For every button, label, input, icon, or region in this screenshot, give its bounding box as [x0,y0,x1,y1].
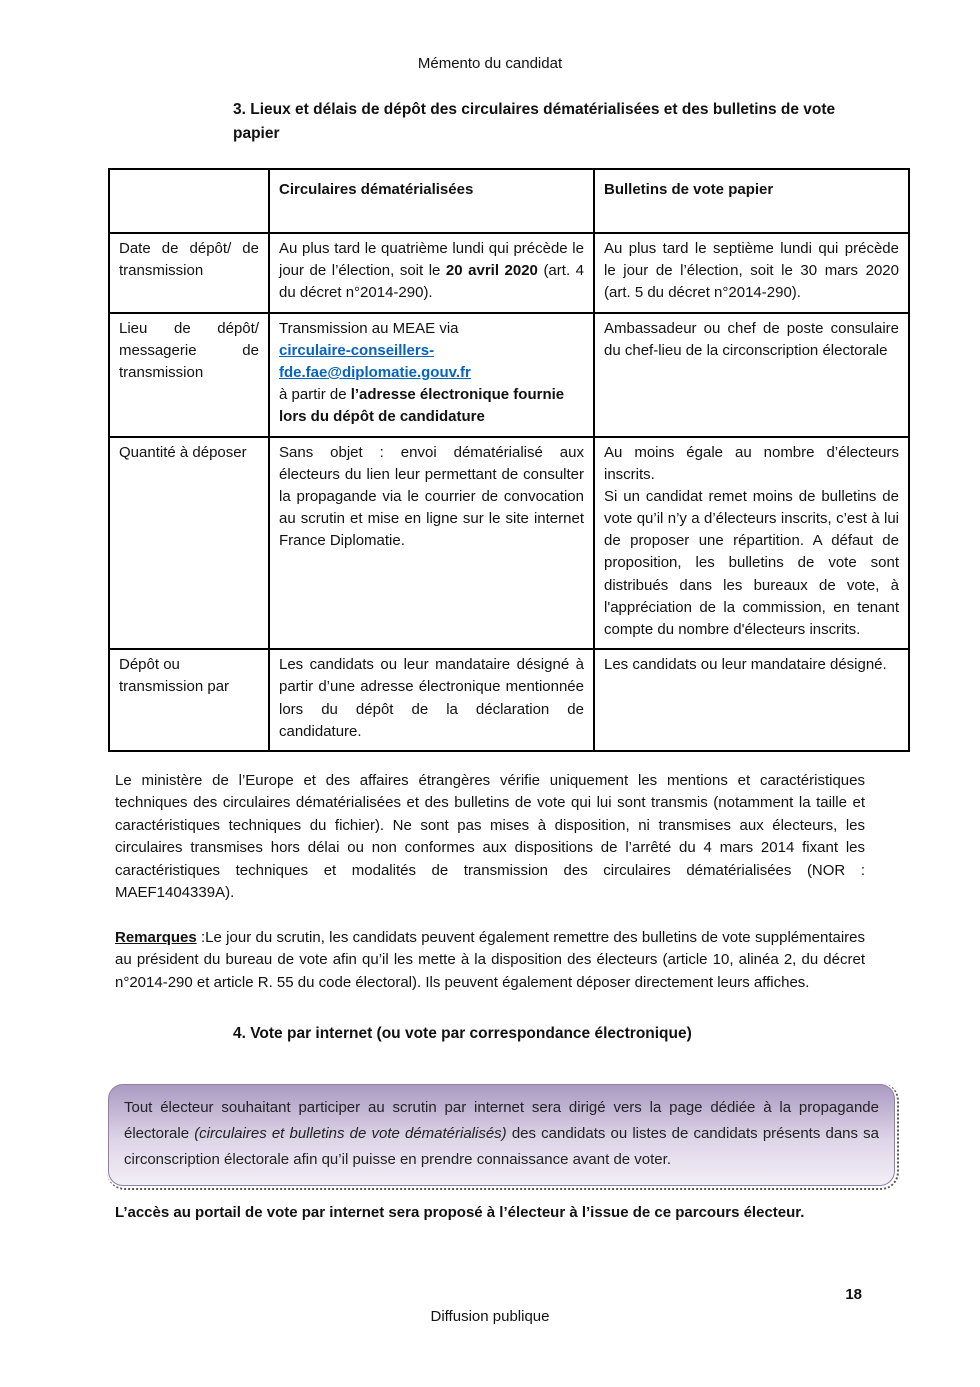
callout-italic-text: (circulaires et bulletins de vote dématérialisés) [194,1125,507,1143]
table-header-row [109,169,909,233]
remarques-paragraph [115,927,865,995]
table-header-circulaires: Circulaires dématérialisées [269,169,594,233]
table-blank-corner [109,169,269,233]
cell-text: (art. 4 du décret n°2014-290). [279,262,584,302]
cell-text: Transmission au MEAE via [279,319,459,337]
cell-date-bulletins: Au plus tard le septième lundi qui précède le jour de l’élection, soit le 30 mars 2020 (art. 5 du décret n°2014-290). [594,233,909,313]
table-row-date [109,233,909,313]
cell-text [279,384,584,428]
cell-text: Au moins égale au nombre d’électeurs inscrits. [604,443,899,483]
section-4-heading: 4. Vote par internet (ou vote par correspondance électronique) [233,1025,692,1043]
cell-text: Au plus tard le quatrième lundi qui précède le jour de l’élection, soit le [279,240,584,280]
deposit-table [108,168,910,752]
remarques-text: :Le jour du scrutin, les candidats peuvent également remettre des bulletins de vote supplémentaires au président du bureau de vote afin qu’il les mette à la disposition des électeurs (article 10, alinéa 2, du décret n°2014-290 et article R. 55 du code électoral). Ils peuvent également déposer directement leurs affiches. [115,928,865,991]
remarques-label: Remarques [115,928,197,946]
email-link[interactable]: circulaire-conseillers-fde.fae@diplomatie.gouv.fr [279,341,471,381]
bold-date: 20 avril 2020 [445,262,538,280]
cell-lieu-circulaires [269,313,594,437]
cell-quantite-bulletins [594,437,909,650]
table-header-bulletins: Bulletins de vote papier [594,169,909,233]
cell-text: Si un candidat remet moins de bulletins de vote qu’il n’y a d’électeurs inscrits, c’est à lui de proposer une répartition. A défaut de proposition, les bulletins de vote sont distribués dans les bureaux de vote, à l'appréciation de la commission, en tenant compte du nombre d'électeurs inscrits. [604,487,899,639]
cell-quantite-circulaires: Sans objet : envoi dématérialisé aux électeurs du lien leur permettant de consulter la propagande via le courrier de convocation au scrutin et mise en ligne sur le site internet France Diplomatie. [269,437,594,650]
cell-date-circulaires [269,233,594,313]
table-row-lieu [109,313,909,437]
internet-vote-callout [108,1084,895,1185]
table-row-quantite [109,437,909,650]
row-label-lieu: Lieu de dépôt/ messagerie de transmission [109,313,269,437]
cell-lieu-bulletins: Ambassadeur ou chef de poste consulaire du chef-lieu de la circonscription électorale [594,313,909,437]
table-row-depot [109,649,909,751]
section-3-heading: 3. Lieux et délais de dépôt des circulaires dématérialisées et des bulletins de vote papier [233,101,836,143]
callout-text: des candidats ou listes de candidats présents dans sa circonscription électorale afin qu’il puisse en prendre connaissance avant de voter. [124,1125,879,1169]
cell-depot-circulaires: Les candidats ou leur mandataire désigné à partir d’une adresse électronique mentionnée lors du dépôt de la déclaration de candidature. [269,649,594,751]
document-title: Mémento du candidat [417,55,563,72]
row-label-depot: Dépôt ou transmission par [109,649,269,751]
page-number: 18 [845,1286,862,1303]
footer-label: Diffusion publique [430,1308,550,1325]
ministry-paragraph: Le ministère de l’Europe et des affaires étrangères vérifie uniquement les mentions et caractéristiques techniques des circulaires dématérialisées et des bulletins de vote qui lui sont transmis (notamment la taille et caractéristiques techniques du fichier). Ne sont pas mises à disposition, ni transmises aux électeurs, les circulaires transmises hors délai ou non conformes aux dispositions de l’arrêté du 4 mars 2014 fixant les caractéristiques techniques et modalités de transmission des circulaires dématérialisées (NOR : MAEF1404339A). [115,771,865,902]
closing-paragraph: L’accès au portail de vote par internet sera proposé à l’électeur à l’issue de ce parcours électeur. [115,1203,805,1221]
row-label-date: Date de dépôt/ de transmission [109,233,269,313]
callout-text: Tout électeur souhaitant participer au scrutin par internet sera dirigé vers la page dédiée à la propagande électorale [124,1099,879,1143]
row-label-quantite: Quantité à déposer [109,437,269,650]
cell-text: à partir de [279,386,351,404]
bold-address-note: l’adresse électronique fournie lors du dépôt de candidature [279,386,565,426]
cell-depot-bulletins: Les candidats ou leur mandataire désigné. [594,649,909,751]
